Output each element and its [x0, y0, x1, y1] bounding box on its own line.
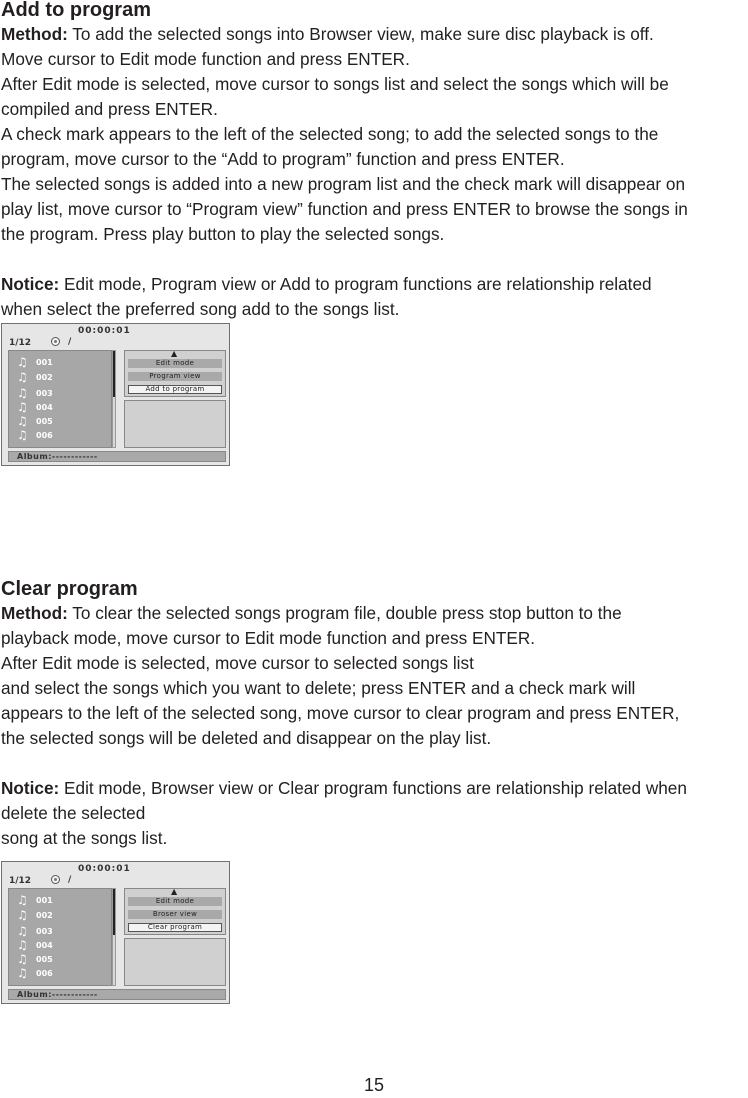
song-list-scrollbar[interactable]	[112, 888, 116, 986]
menu-item-edit-mode[interactable]: Edit mode	[128, 897, 222, 906]
list-item[interactable]	[17, 967, 107, 981]
up-arrow-icon: ▲	[171, 349, 178, 358]
disc-icon	[51, 875, 60, 884]
paragraph-line: Move cursor to Edit mode function and press ENTER.	[1, 49, 410, 69]
album-bar: Album:------------	[8, 451, 226, 462]
music-note-icon: ♫	[17, 924, 28, 938]
music-note-icon: ♫	[17, 966, 28, 980]
song-number: 005	[36, 417, 53, 426]
notice-text: Edit mode, Browser view or Clear program functions are relationship related when	[59, 778, 687, 798]
section-add-to-program	[1, 0, 748, 322]
separator: /	[68, 875, 72, 885]
song-number: 005	[36, 955, 53, 964]
up-arrow-icon: ▲	[171, 887, 178, 896]
music-note-icon: ♫	[17, 400, 28, 414]
list-item[interactable]	[17, 371, 107, 385]
music-note-icon: ♫	[17, 370, 28, 384]
list-item[interactable]	[17, 894, 107, 908]
notice-line: song at the songs list.	[1, 828, 168, 848]
list-item[interactable]	[17, 939, 107, 953]
album-bar: Album:------------	[8, 989, 226, 1000]
method-line-1	[1, 601, 748, 626]
method-text: To add the selected songs into Browser view, make sure disc playback is off.	[67, 24, 654, 44]
scrollbar-thumb[interactable]	[113, 889, 115, 935]
notice-text: Edit mode, Program view or Add to program functions are relationship related	[59, 274, 652, 294]
paragraph-line: the program. Press play button to play the selected songs.	[1, 224, 445, 244]
notice-line: when select the preferred song add to the songs list.	[1, 299, 400, 319]
song-number: 006	[36, 431, 53, 440]
disc-icon	[51, 337, 60, 346]
notice-label: Notice:	[1, 778, 60, 798]
music-note-icon: ♫	[17, 428, 28, 442]
song-number: 004	[36, 941, 53, 950]
function-menu	[124, 888, 226, 935]
song-number: 002	[36, 911, 53, 920]
section-clear-program	[1, 577, 748, 851]
paragraph-line: A check mark appears to the left of the selected song; to add the selected songs to the	[1, 124, 659, 144]
list-item[interactable]	[17, 356, 107, 370]
list-item[interactable]	[17, 953, 107, 967]
music-note-icon: ♫	[17, 355, 28, 369]
notice-line-1	[1, 776, 748, 801]
song-number: 006	[36, 969, 53, 978]
method-label: Method:	[1, 24, 68, 44]
osd-screen-add-to-program	[1, 323, 230, 466]
list-item[interactable]	[17, 429, 107, 443]
separator: /	[68, 337, 72, 347]
song-number: 001	[36, 896, 53, 905]
track-counter: 1/12	[9, 876, 32, 886]
list-item[interactable]	[17, 909, 107, 923]
paragraph-line: play list, move cursor to “Program view” function and press ENTER to browse the songs in	[1, 199, 688, 219]
info-panel	[124, 400, 226, 448]
function-menu	[124, 350, 226, 397]
paragraph-line: program, move cursor to the “Add to program” function and press ENTER.	[1, 149, 565, 169]
music-note-icon: ♫	[17, 952, 28, 966]
menu-item-browser-view[interactable]: Broser view	[128, 910, 222, 919]
music-note-icon: ♫	[17, 908, 28, 922]
song-number: 004	[36, 403, 53, 412]
playback-time: 00:00:01	[78, 864, 131, 874]
heading-clear-program: Clear program	[1, 578, 138, 600]
list-item[interactable]	[17, 925, 107, 939]
menu-item-edit-mode[interactable]: Edit mode	[128, 359, 222, 368]
page-number: 15	[363, 1075, 385, 1095]
paragraph-line: After Edit mode is selected, move cursor to selected songs list	[1, 653, 474, 673]
list-item[interactable]	[17, 401, 107, 415]
osd-screen-clear-program	[1, 861, 230, 1004]
song-list	[8, 350, 112, 448]
paragraph-line: compiled and press ENTER.	[1, 99, 218, 119]
song-number: 003	[36, 389, 53, 398]
song-list-scrollbar[interactable]	[112, 350, 116, 448]
paragraph-line: playback mode, move cursor to Edit mode function and press ENTER.	[1, 628, 536, 648]
menu-item-add-to-program[interactable]: Add to program	[128, 385, 222, 394]
paragraph-line: the selected songs will be deleted and disappear on the play list.	[1, 728, 492, 748]
heading-add-to-program: Add to program	[1, 0, 151, 21]
music-note-icon: ♫	[17, 893, 28, 907]
list-item[interactable]	[17, 387, 107, 401]
music-note-icon: ♫	[17, 414, 28, 428]
music-note-icon: ♫	[17, 386, 28, 400]
paragraph-line: The selected songs is added into a new program list and the check mark will disappear on	[1, 174, 686, 194]
song-list	[8, 888, 112, 986]
song-number: 002	[36, 373, 53, 382]
menu-item-program-view[interactable]: Program view	[128, 372, 222, 381]
paragraph-line: and select the songs which you want to delete; press ENTER and a check mark will	[1, 678, 636, 698]
notice-line-1	[1, 272, 748, 297]
song-number: 001	[36, 358, 53, 367]
list-item[interactable]	[17, 415, 107, 429]
track-counter: 1/12	[9, 338, 32, 348]
scrollbar-thumb[interactable]	[113, 351, 115, 397]
menu-item-clear-program[interactable]: Clear program	[128, 923, 222, 932]
method-text: To clear the selected songs program file, double press stop button to the	[67, 603, 622, 623]
paragraph-line: After Edit mode is selected, move cursor to songs list and select the songs which will be	[1, 74, 669, 94]
song-number: 003	[36, 927, 53, 936]
playback-time: 00:00:01	[78, 326, 131, 336]
info-panel	[124, 938, 226, 986]
paragraph-line: appears to the left of the selected song, move cursor to clear program and press ENTER,	[1, 703, 680, 723]
notice-line: delete the selected	[1, 803, 146, 823]
method-label: Method:	[1, 603, 68, 623]
notice-label: Notice:	[1, 274, 60, 294]
music-note-icon: ♫	[17, 938, 28, 952]
method-line-1	[1, 22, 748, 47]
